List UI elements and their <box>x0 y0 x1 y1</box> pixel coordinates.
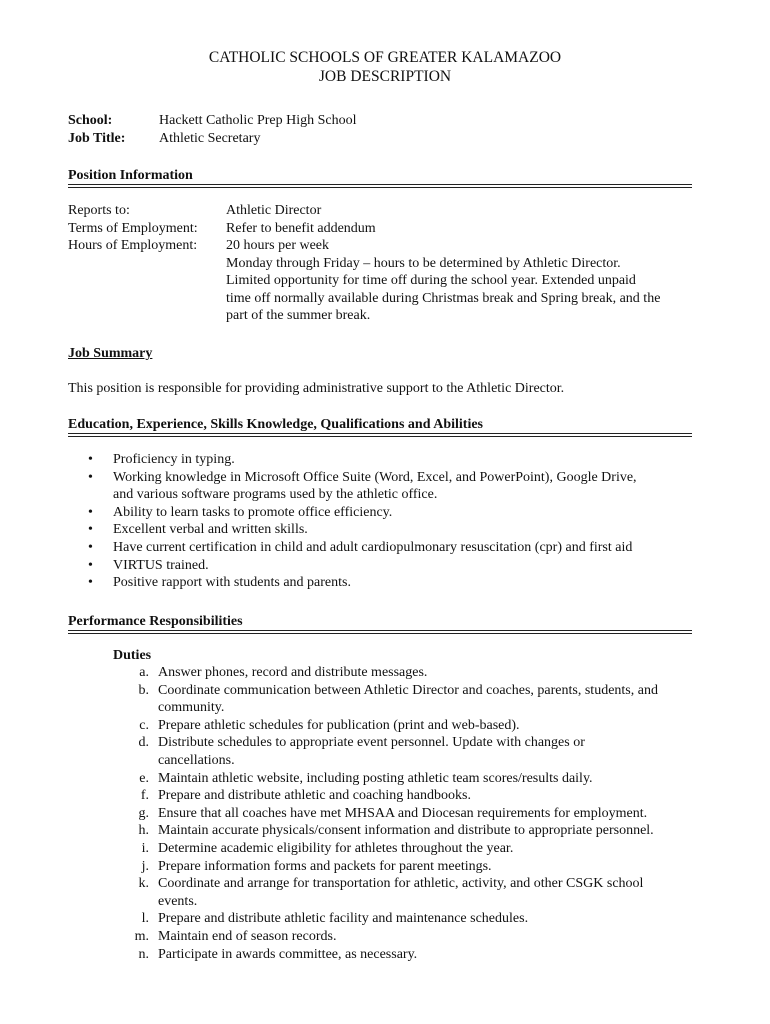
list-marker: b. <box>138 682 149 698</box>
list-marker: m. <box>134 928 149 944</box>
list-item-text: events. <box>158 893 198 909</box>
list-marker: l. <box>141 911 149 927</box>
hours-line: part of the summer break. <box>226 308 371 324</box>
list-item-text: Prepare and distribute athletic facility and maintenance schedules. <box>158 911 529 927</box>
list-item-text: Answer phones, record and distribute messages. <box>158 665 428 680</box>
list-item: • VIRTUS trained. <box>88 557 698 575</box>
list-item-text: Prepare athletic schedules for publication (print and web-based). <box>158 717 520 733</box>
list-marker: j. <box>141 858 149 874</box>
job-summary-text: This position is responsible for providing administrative support to the Athletic Director. <box>68 381 565 396</box>
school-label: School: <box>68 113 113 128</box>
list-item: • Ability to learn tasks to promote office efficiency. <box>88 504 698 522</box>
school-value: Hackett Catholic Prep High School <box>159 113 357 128</box>
section-rule <box>68 184 692 188</box>
list-marker: h. <box>138 823 149 839</box>
list-item-text: Coordinate and arrange for transportation for athletic, activity, and other CSGK school <box>158 876 644 892</box>
job-title-value: Athletic Secretary <box>159 131 261 146</box>
list-item <box>113 858 703 876</box>
duties-label: Duties <box>113 648 152 663</box>
hours-line: time off normally available during Christmas break and Spring break, and the <box>226 290 661 306</box>
terms-value: Refer to benefit addendum <box>226 221 376 236</box>
hours-label: Hours of Employment: <box>68 238 198 253</box>
list-marker: i. <box>141 840 149 856</box>
job-title-label: Job Title: <box>68 131 126 146</box>
list-marker: g. <box>138 805 149 821</box>
list-item <box>113 893 703 911</box>
terms-label: Terms of Employment: <box>68 221 198 236</box>
list-item: • Proficiency in typing. <box>88 451 698 469</box>
list-marker: e. <box>139 770 149 786</box>
doc-type-title: JOB DESCRIPTION <box>318 68 452 85</box>
list-item-text: Maintain end of season records. <box>158 928 337 944</box>
list-item <box>113 752 703 770</box>
list-item-text: Participate in awards committee, as necessary. <box>158 946 418 962</box>
list-item-text: Distribute schedules to appropriate event personnel. Update with changes or <box>158 735 585 751</box>
list-item-text: Ensure that all coaches have met MHSAA and Diocesan requirements for employment. <box>158 805 648 821</box>
list-marker: d. <box>138 735 149 751</box>
list-item <box>113 787 703 805</box>
list-marker: a. <box>139 665 149 680</box>
list-item <box>113 699 703 717</box>
hours-value <box>226 237 706 325</box>
list-item-text: and various software programs used by the athletic office. <box>113 487 438 503</box>
list-marker: n. <box>138 946 149 962</box>
section-rule <box>68 433 692 437</box>
list-item <box>113 770 703 788</box>
list-marker: k. <box>138 876 149 892</box>
section-rule <box>68 630 692 634</box>
list-item: • Working knowledge in Microsoft Office Suite (Word, Excel, and PowerPoint), Google Drive, <box>88 469 698 487</box>
duties-list <box>113 664 703 963</box>
list-item <box>113 875 703 893</box>
list-item-text: Determine academic eligibility for athletes throughout the year. <box>158 840 514 856</box>
list-marker: c. <box>139 717 149 733</box>
list-item-text: Prepare and distribute athletic and coaching handbooks. <box>158 788 471 804</box>
list-item <box>113 805 703 823</box>
list-marker: f. <box>140 788 149 804</box>
qualifications-list <box>88 451 698 592</box>
list-item <box>113 734 703 752</box>
list-item <box>113 717 703 735</box>
list-item <box>113 910 703 928</box>
list-item: • Have current certification in child and adult cardiopulmonary resuscitation (cpr) and first aid <box>88 539 698 557</box>
list-item <box>113 822 703 840</box>
hours-line: Monday through Friday – hours to be determined by Athletic Director. <box>226 255 621 271</box>
list-item <box>113 928 703 946</box>
list-item-text: community. <box>158 700 225 716</box>
list-item <box>113 946 703 964</box>
list-item-continuation <box>88 486 698 504</box>
reports-label: Reports to: <box>68 203 130 218</box>
list-item-text: cancellations. <box>158 752 235 768</box>
position-info-heading: Position Information <box>68 168 193 183</box>
hours-line: Limited opportunity for time off during the school year. Extended unpaid <box>226 273 636 289</box>
list-item-text: Coordinate communication between Athletic Director and coaches, parents, students, and <box>158 682 658 698</box>
list-item-text: Prepare information forms and packets for parent meetings. <box>158 858 492 874</box>
list-item-text: Maintain athletic website, including posting athletic team scores/results daily. <box>158 770 593 786</box>
list-item <box>113 664 703 682</box>
reports-value: Athletic Director <box>226 203 322 218</box>
org-title: CATHOLIC SCHOOLS OF GREATER KALAMAZOO <box>208 49 562 66</box>
list-item <box>113 840 703 858</box>
job-summary-heading: Job Summary <box>68 346 153 361</box>
list-item: • Positive rapport with students and parents. <box>88 574 698 592</box>
list-item <box>113 682 703 700</box>
hours-line: 20 hours per week <box>226 238 330 253</box>
list-item-text: Maintain accurate physicals/consent information and distribute to appropriate personnel. <box>158 823 654 839</box>
performance-heading: Performance Responsibilities <box>68 614 243 629</box>
qualifications-heading: Education, Experience, Skills Knowledge, Qualifications and Abilities <box>68 417 483 432</box>
list-item: • Excellent verbal and written skills. <box>88 521 698 539</box>
